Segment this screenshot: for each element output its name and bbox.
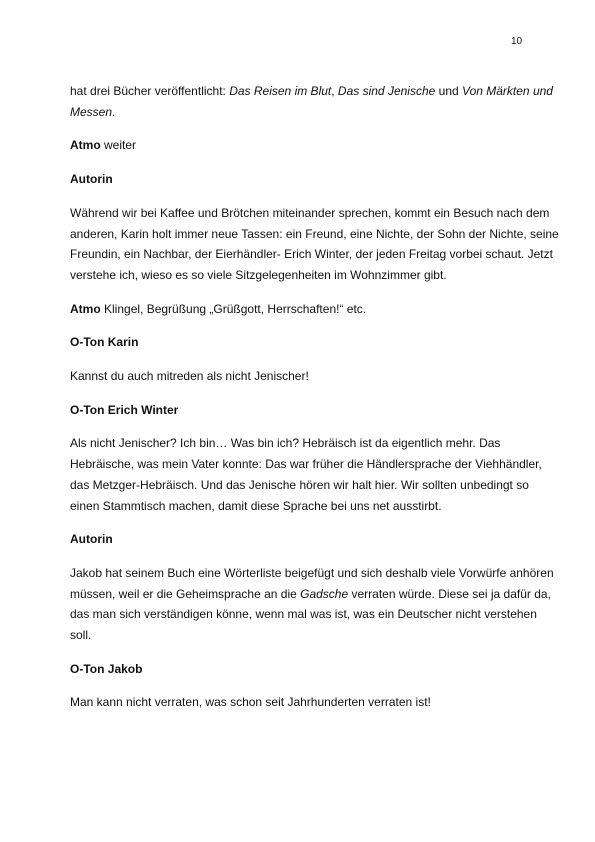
intro-paragraph: [70, 81, 560, 122]
speaker-heading-autorin-1: Autorin: [70, 172, 113, 187]
book-title-3: Von Märkten und Messen: [70, 84, 553, 119]
autorin-text-after: verraten würde. Diese sei ja dafür da, das man sich verständigen könne, wenn mal was ist, was ein Deutscher nicht verstehen soll.: [70, 586, 551, 643]
atmo-label: Atmo: [70, 138, 101, 153]
intro-sep-1: ,: [331, 84, 338, 98]
speaker-heading-autorin-2: Autorin: [70, 532, 113, 547]
book-title-2: Das sind Jenische: [337, 84, 436, 98]
autorin-paragraph-2: [70, 563, 560, 646]
gadsche-term: Gadsche: [300, 586, 349, 601]
autorin-paragraph-1: Während wir bei Kaffee und Brötchen miteinander sprechen, kommt ein Besuch nach dem anderen, Karin holt immer neue Tassen: ein Freund, eine Nichte, der Sohn der Nichte, seine Freundin, ein Nachbar, der Eierhändler- Erich Winter, der jeden Freitag vorbei schaut. Jetzt verstehe ich, wieso es so viele Sitzgelegenheiten im Wohnzimmer gibt.: [70, 205, 559, 282]
atmo-line-2: [70, 299, 560, 320]
karin-quote: Kannst du auch mitreden als nicht Jenischer!: [70, 369, 309, 384]
book-title-1: Das Reisen im Blut: [229, 84, 332, 98]
speaker-heading-karin: O-Ton Karin: [70, 335, 139, 350]
speaker-heading-erich-winter: O-Ton Erich Winter: [70, 402, 179, 417]
intro-sep-2: und: [435, 84, 463, 98]
speaker-heading-jakob: O-Ton Jakob: [70, 661, 143, 676]
atmo-line-1: [70, 135, 560, 156]
atmo-label: Atmo: [70, 301, 101, 316]
page-content: [70, 81, 560, 726]
intro-lead: hat drei Bücher veröffentlicht:: [70, 84, 230, 98]
autorin-text-before: Jakob hat seinem Buch eine Wörterliste beigefügt und sich deshalb viele Vorwürfe anhören müssen, weil er die Geheimsprache an die: [70, 565, 554, 601]
intro-end: .: [112, 104, 116, 119]
erich-winter-quote: Als nicht Jenischer? Ich bin… Was bin ich? Hebräisch ist da eigentlich mehr. Das Hebräische, was mein Vater konnte: Das war früher die Händlersprache der Viehhändler, das Metzger-Hebräisch. Und das Jenische hören wir halt hier. Wir sollten unbedingt so einen Stammtisch machen, damit diese Sprache bei uns net ausstirbt.: [70, 436, 542, 513]
atmo-text: Klingel, Begrüßung „Grüßgott, Herrschaften!“ etc.: [100, 301, 367, 316]
jakob-quote: Man kann nicht verraten, was schon seit Jahrhunderten verraten ist!: [70, 695, 431, 710]
atmo-text: weiter: [100, 138, 137, 153]
page-number: 10: [511, 36, 523, 47]
